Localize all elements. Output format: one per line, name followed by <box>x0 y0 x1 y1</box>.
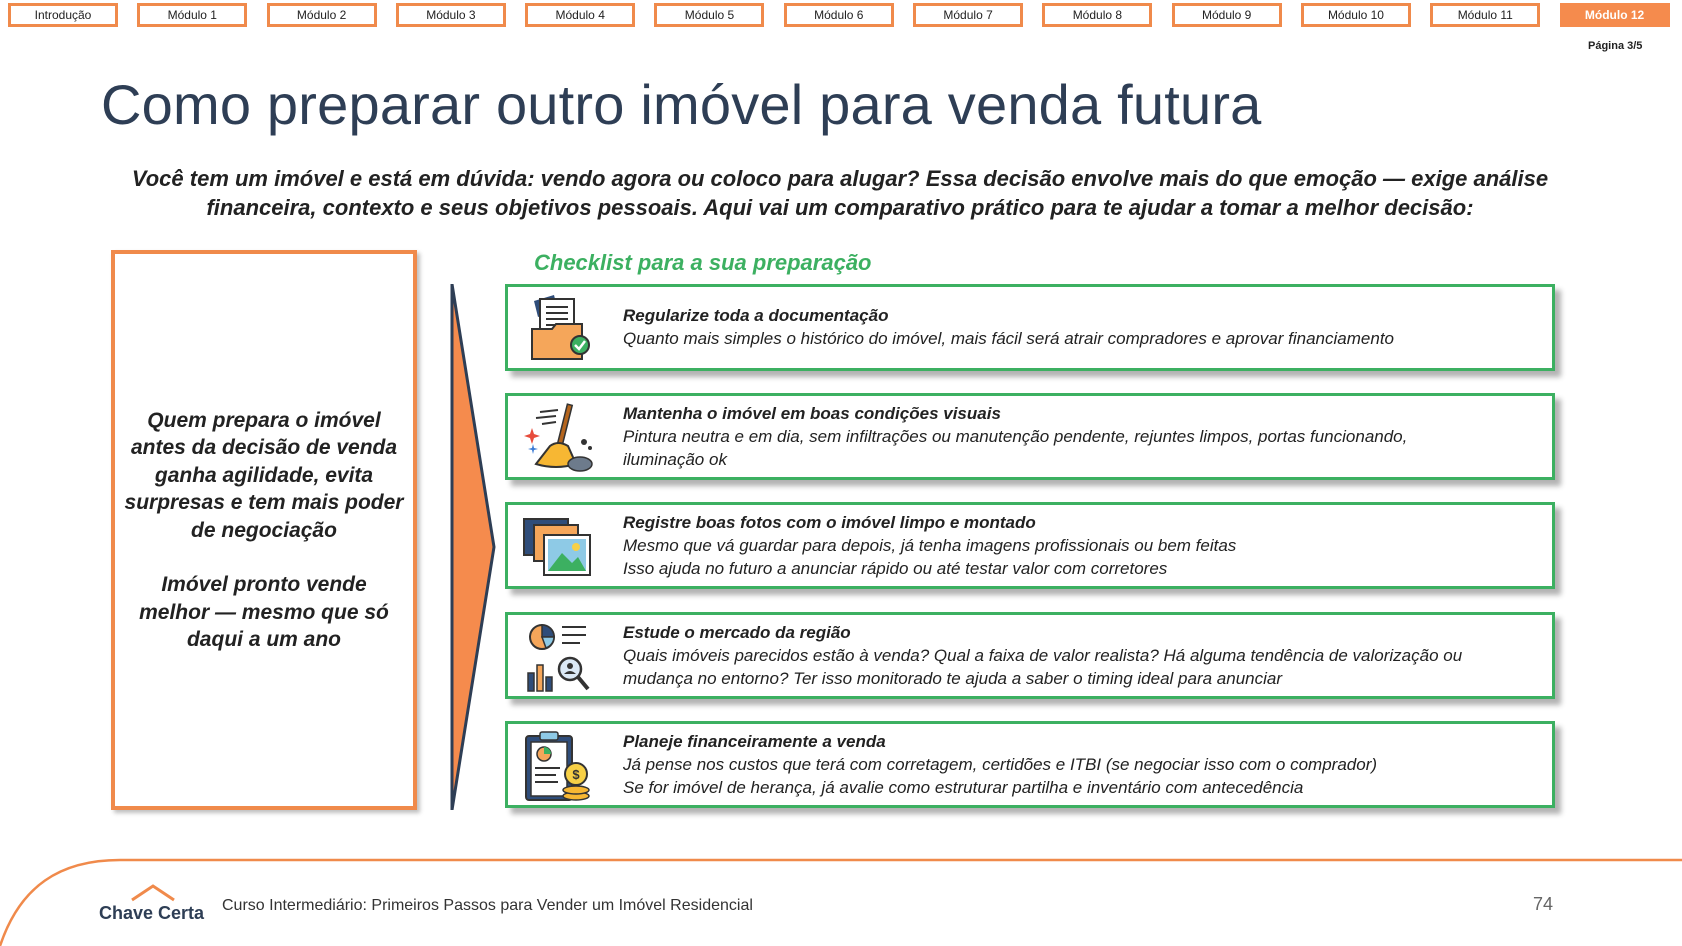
document-folder-icon <box>520 293 594 367</box>
tab-modulo-9[interactable]: Módulo 9 <box>1172 3 1282 27</box>
house-roof-icon <box>130 884 176 902</box>
highlight-text-2: Imóvel pronto vende melhor — mesmo que só daqui a um ano <box>139 573 389 651</box>
tab-modulo-10[interactable]: Módulo 10 <box>1301 3 1411 27</box>
item-description: Já pense nos custos que terá com corretagem, certidões e ITBI (se negociar isso com o comprador) <box>623 754 1378 774</box>
item-description: mudança no entorno? Ter isso monitorado te ajuda a saber o timing ideal para anunciar <box>623 668 1283 688</box>
tab-modulo-11[interactable]: Módulo 11 <box>1430 3 1540 27</box>
checklist-item <box>505 393 1555 480</box>
tab-modulo-1[interactable]: Módulo 1 <box>137 3 247 27</box>
item-description: Mesmo que vá guardar para depois, já tenha imagens profissionais ou bem feitas <box>623 535 1237 555</box>
financial-clipboard-icon <box>520 730 594 804</box>
tab-modulo-2[interactable]: Módulo 2 <box>267 3 377 27</box>
tab-modulo-8[interactable]: Módulo 8 <box>1042 3 1152 27</box>
tab-introducao[interactable]: Introdução <box>8 3 118 27</box>
tab-modulo-7[interactable]: Módulo 7 <box>913 3 1023 27</box>
item-description: Quanto mais simples o histórico do imóvel, mais fácil será atrair compradores e aprovar financiamento <box>623 329 1394 348</box>
brand-logo: Chave Certa <box>99 903 205 923</box>
item-heading: Planeje financeiramente a venda <box>623 731 886 751</box>
photo-gallery-icon <box>520 511 594 585</box>
item-description: iluminação ok <box>623 449 727 469</box>
item-heading: Estude o mercado da região <box>623 622 851 642</box>
svg-text:$: $ <box>572 767 580 782</box>
page-title: Como preparar outro imóvel para venda futura <box>101 73 1262 136</box>
intro-text: Você tem um imóvel e está em dúvida: vendo agora ou coloco para alugar? Essa decisão envolve mais do que emoção — exige análise financeira, contexto e seus objetivos pessoais. Aqui vai um comparativo prático para te ajudar a tomar a melhor decisão: <box>131 166 1549 220</box>
arrow-shape <box>450 284 500 810</box>
tab-modulo-4[interactable]: Módulo 4 <box>525 3 635 27</box>
broom-cleaning-icon <box>520 402 594 476</box>
slide-number: 74 <box>1533 894 1554 914</box>
item-heading: Mantenha o imóvel em boas condições visuais <box>623 403 1001 423</box>
course-title: Curso Intermediário: Primeiros Passos para Vender um Imóvel Residencial <box>222 897 753 914</box>
item-description: Isso ajuda no futuro a anunciar rápido ou até testar valor com corretores <box>623 558 1168 578</box>
item-heading: Regularize toda a documentação <box>623 306 889 325</box>
item-description: Se for imóvel de herança, já avalie como estruturar partilha e inventário com antecedência <box>623 777 1304 797</box>
page-indicator: Página 3/5 <box>1588 40 1643 52</box>
checklist-title: Checklist para a sua preparação <box>534 250 872 275</box>
tab-modulo-3[interactable]: Módulo 3 <box>396 3 506 27</box>
item-description: Pintura neutra e em dia, sem infiltrações ou manutenção pendente, rejuntes limpos, portas funcionando, <box>623 426 1408 446</box>
tab-modulo-6[interactable]: Módulo 6 <box>784 3 894 27</box>
market-analysis-icon <box>520 621 594 695</box>
tab-modulo-5[interactable]: Módulo 5 <box>654 3 764 27</box>
item-heading: Registre boas fotos com o imóvel limpo e montado <box>623 512 1036 532</box>
tab-modulo-12[interactable]: Módulo 12 <box>1560 3 1670 27</box>
highlight-box <box>111 250 417 810</box>
item-description: Quais imóveis parecidos estão à venda? Qual a faixa de valor realista? Há alguma tendência de valorização ou <box>623 645 1463 665</box>
module-nav <box>8 3 1682 27</box>
checklist-item <box>505 284 1555 371</box>
highlight-text-1: Quem prepara o imóvel antes da decisão de venda ganha agilidade, evita surpresas e tem mais poder de negociação <box>124 408 404 542</box>
checklist-item <box>505 721 1555 808</box>
checklist-item <box>505 612 1555 699</box>
checklist-item <box>505 502 1555 589</box>
